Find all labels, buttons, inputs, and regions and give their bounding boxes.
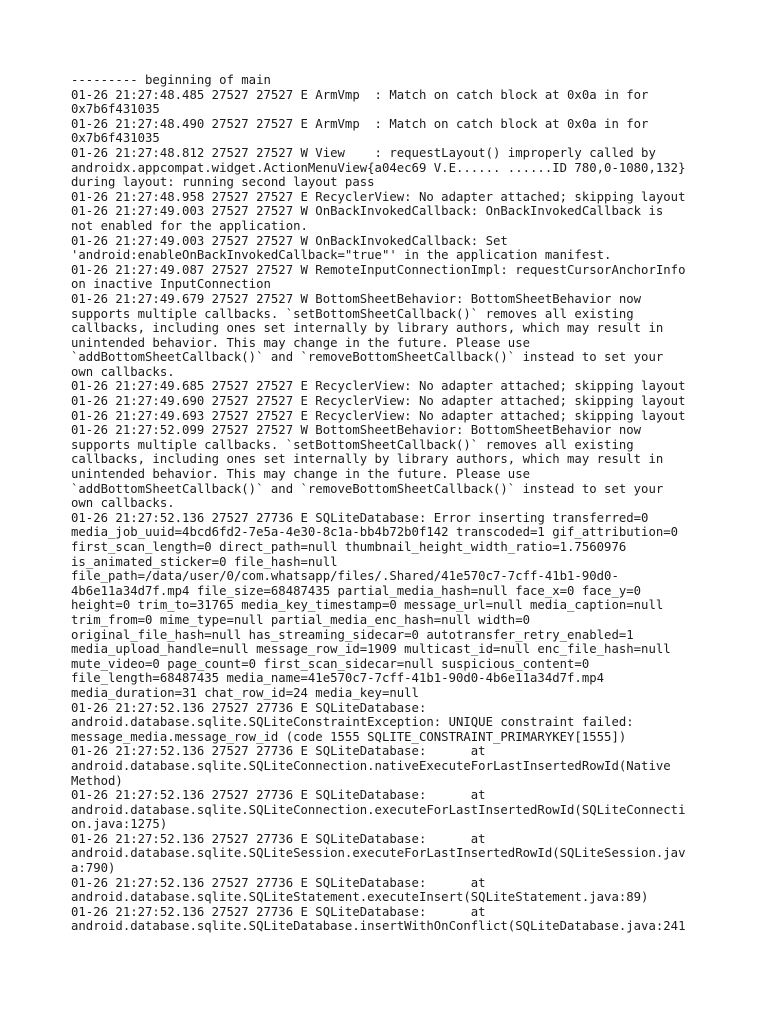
log-line: android.database.sqlite.SQLiteConstraintException: UNIQUE constraint failed: bbox=[71, 715, 634, 730]
log-line: mute_video=0 page_count=0 first_scan_sidecar=null suspicious_content=0 bbox=[71, 656, 590, 671]
log-line: callbacks, including ones set internally by library authors, which may result in bbox=[71, 321, 664, 336]
log-line: 01-26 21:27:49.003 27527 27527 W OnBackInvokedCallback: OnBackInvokedCallback is bbox=[71, 204, 664, 219]
log-line: --------- beginning of main bbox=[71, 73, 271, 87]
log-line: file_path=/data/user/0/com.whatsapp/files/.Shared/41e570c7-7cff-41b1-90d0- bbox=[71, 569, 619, 584]
log-line: 4b6e11a34d7f.mp4 file_size=68487435 partial_media_hash=null face_x=0 face_y=0 bbox=[71, 583, 642, 598]
log-line: `addBottomSheetCallback()` and `removeBottomSheetCallback()` instead to set your bbox=[71, 481, 664, 496]
log-line: 01-26 21:27:52.136 27527 27736 E SQLiteDatabase: at bbox=[71, 875, 486, 890]
log-line: 01-26 21:27:48.490 27527 27527 E ArmVmp : Match on catch block at 0x0a in for bbox=[71, 116, 649, 131]
log-line: supports multiple callbacks. `setBottomSheetCallback()` removes all existing bbox=[71, 437, 634, 452]
log-line: 0x7b6f431035 bbox=[71, 131, 160, 146]
log-line: 01-26 21:27:52.136 27527 27736 E SQLiteDatabase: at bbox=[71, 788, 486, 803]
log-line: 01-26 21:27:48.485 27527 27527 E ArmVmp : Match on catch block at 0x0a in for bbox=[71, 87, 649, 102]
log-line: media_duration=31 chat_row_id=24 media_key=null bbox=[71, 685, 419, 700]
log-line: 01-26 21:27:52.136 27527 27736 E SQLiteDatabase: bbox=[71, 700, 427, 715]
log-line: media_job_uuid=4bcd6fd2-7e5a-4e30-8c1a-bb4b72b0f142 transcoded=1 gif_attribution=0 bbox=[71, 525, 679, 540]
log-line: own callbacks. bbox=[71, 364, 175, 379]
log-line: Method) bbox=[71, 773, 123, 788]
log-line: first_scan_length=0 direct_path=null thumbnail_height_width_ratio=1.7560976 bbox=[71, 540, 627, 554]
log-line: a:790) bbox=[71, 861, 116, 876]
log-line: 01-26 21:27:49.003 27527 27527 W OnBackInvokedCallback: Set bbox=[71, 233, 508, 248]
log-line: 01-26 21:27:52.136 27527 27736 E SQLiteDatabase: at bbox=[71, 904, 486, 919]
log-line: callbacks, including ones set internally by library authors, which may result in bbox=[71, 452, 664, 467]
log-line: android.database.sqlite.SQLiteSession.executeForLastInsertedRowId(SQLiteSession.jav bbox=[71, 846, 686, 861]
log-line: 01-26 21:27:52.136 27527 27736 E SQLiteDatabase: Error inserting transferred=0 bbox=[71, 510, 649, 525]
log-line: 01-26 21:27:49.087 27527 27527 W RemoteInputConnectionImpl: requestCursorAnchorInfo bbox=[71, 262, 686, 277]
log-line: 01-26 21:27:49.685 27527 27527 E RecyclerView: No adapter attached; skipping layout bbox=[71, 379, 686, 394]
log-line: 01-26 21:27:48.958 27527 27527 E RecyclerView: No adapter attached; skipping layout bbox=[71, 189, 686, 204]
log-line: not enabled for the application. bbox=[71, 218, 308, 233]
log-line: supports multiple callbacks. `setBottomSheetCallback()` removes all existing bbox=[71, 306, 634, 321]
log-line: own callbacks. bbox=[71, 496, 175, 511]
log-line: 01-26 21:27:52.136 27527 27736 E SQLiteDatabase: at bbox=[71, 744, 486, 759]
log-line: 01-26 21:27:52.136 27527 27736 E SQLiteDatabase: at bbox=[71, 831, 486, 846]
log-line: height=0 trim_to=31765 media_key_timestamp=0 message_url=null media_caption=null bbox=[71, 598, 664, 613]
log-line: trim_from=0 mime_type=null partial_media_enc_hash=null width=0 bbox=[71, 612, 531, 627]
log-line: 01-26 21:27:52.099 27527 27527 W BottomSheetBehavior: BottomSheetBehavior now bbox=[71, 423, 642, 438]
log-line: unintended behavior. This may change in the future. Please use bbox=[71, 467, 531, 482]
log-line: 01-26 21:27:48.812 27527 27527 W View : requestLayout() improperly called by bbox=[71, 145, 656, 160]
log-line: media_upload_handle=null message_row_id=1909 multicast_id=null enc_file_hash=null bbox=[71, 642, 671, 657]
log-line: 01-26 21:27:49.690 27527 27527 E RecyclerView: No adapter attached; skipping layout bbox=[71, 394, 686, 409]
log-line: on.java:1275) bbox=[71, 817, 168, 832]
log-line: original_file_hash=null has_streaming_sidecar=0 autotransfer_retry_enabled=1 bbox=[71, 627, 634, 642]
log-line: android.database.sqlite.SQLiteConnection.nativeExecuteForLastInsertedRowId(Native bbox=[71, 758, 671, 773]
log-text-block bbox=[71, 73, 721, 934]
log-line: 01-26 21:27:49.693 27527 27527 E RecyclerView: No adapter attached; skipping layout bbox=[71, 408, 686, 423]
log-line: unintended behavior. This may change in the future. Please use bbox=[71, 335, 531, 350]
log-line: 'android:enableOnBackInvokedCallback="true"' in the application manifest. bbox=[71, 248, 612, 263]
log-line: android.database.sqlite.SQLiteStatement.executeInsert(SQLiteStatement.java:89) bbox=[71, 890, 649, 905]
log-line: 0x7b6f431035 bbox=[71, 102, 160, 117]
log-line: on inactive InputConnection bbox=[71, 277, 271, 292]
log-line: file_length=68487435 media_name=41e570c7-7cff-41b1-90d0-4b6e11a34d7f.mp4 bbox=[71, 671, 605, 686]
log-line: 01-26 21:27:49.679 27527 27527 W BottomSheetBehavior: BottomSheetBehavior now bbox=[71, 291, 642, 306]
log-line: is_animated_sticker=0 file_hash=null bbox=[71, 554, 338, 569]
log-line: during layout: running second layout pass bbox=[71, 175, 375, 190]
log-line: android.database.sqlite.SQLiteDatabase.insertWithOnConflict(SQLiteDatabase.java:241 bbox=[71, 919, 686, 934]
log-line: `addBottomSheetCallback()` and `removeBottomSheetCallback()` instead to set your bbox=[71, 350, 664, 365]
log-line: androidx.appcompat.widget.ActionMenuView{a04ec69 V.E...... ......ID 780,0-1080,132} bbox=[71, 160, 686, 175]
log-line: message_media.message_row_id (code 1555 SQLITE_CONSTRAINT_PRIMARYKEY[1555]) bbox=[71, 729, 627, 744]
log-line: android.database.sqlite.SQLiteConnection.executeForLastInsertedRowId(SQLiteConnecti bbox=[71, 802, 686, 817]
